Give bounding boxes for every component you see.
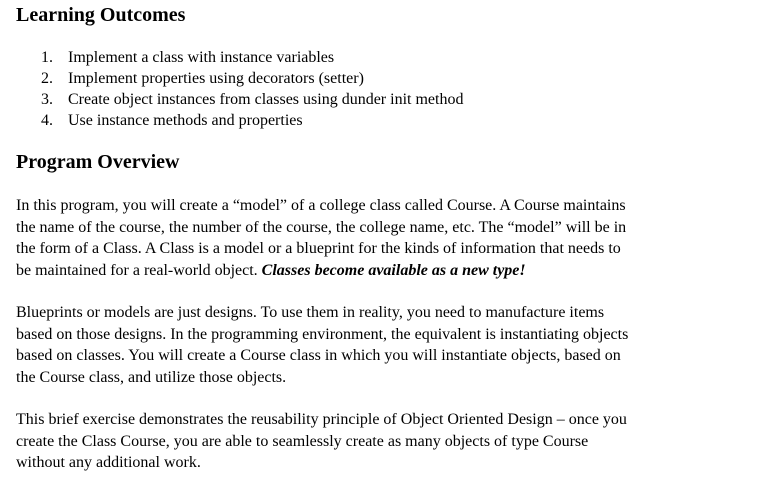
emphasis-text: Classes become available as a new type! — [261, 261, 526, 279]
list-item-text: Implement properties using decorators (setter) — [68, 70, 364, 87]
list-item-number: 3. — [41, 91, 53, 108]
paragraph-line: This brief exercise demonstrates the reusability principle of Object Oriented Design – once you — [16, 411, 627, 428]
paragraph-line: the Course class, and utilize those objects. — [16, 368, 287, 386]
list-item-number: 1. — [41, 49, 53, 66]
list-item — [41, 68, 463, 89]
list-item-number: 4. — [41, 112, 53, 129]
overview-paragraph-2 — [16, 302, 752, 388]
paragraph-line: without any additional work. — [16, 454, 201, 471]
list-item-text: Create object instances from classes using dunder init method — [68, 91, 464, 108]
paragraph-text: be maintained for a real-world object. — [16, 261, 262, 279]
paragraph-line — [16, 260, 752, 282]
paragraph-line: create the Class Course, you are able to seamlessly create as many objects of type Course — [16, 432, 589, 450]
paragraph-line: the form of a Class. A Class is a model or a blueprint for the kinds of information that needs to — [16, 240, 621, 257]
paragraph-line: Blueprints or models are just designs. To use them in reality, you need to manufacture items — [16, 304, 605, 321]
paragraph-line: based on classes. You will create a Course class in which you will instantiate objects, based on — [16, 347, 621, 364]
list-item — [41, 89, 463, 110]
paragraph-line: In this program, you will create a “model” of a college class called Course. A Course maintains — [16, 197, 626, 214]
program-overview-heading: Program Overview — [16, 151, 180, 173]
overview-paragraph-3 — [16, 409, 752, 474]
overview-paragraph-1 — [16, 195, 752, 281]
list-item — [41, 47, 463, 68]
learning-outcomes-heading: Learning Outcomes — [16, 4, 186, 26]
list-item — [41, 110, 463, 131]
paragraph-line: based on those designs. In the programming environment, the equivalent is instantiating objects — [16, 325, 629, 343]
paragraph-line: the name of the course, the number of the course, the college name, etc. The “model” will be in — [16, 218, 627, 236]
learning-outcomes-list — [41, 47, 463, 131]
list-item-text: Use instance methods and properties — [68, 112, 303, 129]
list-item-text: Implement a class with instance variables — [68, 49, 335, 66]
list-item-number: 2. — [41, 70, 53, 87]
